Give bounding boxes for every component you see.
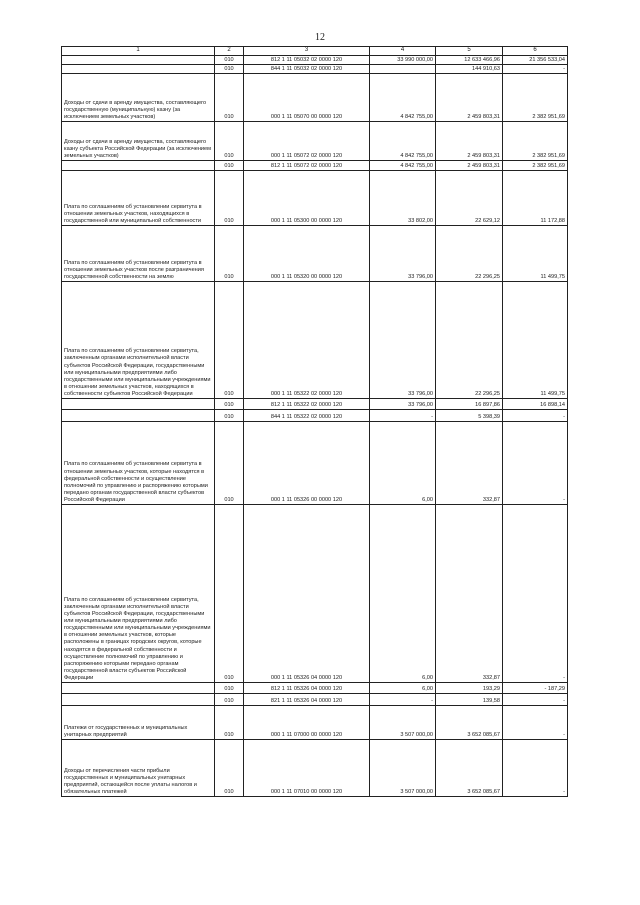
table-header-row (62, 47, 568, 56)
row-budget-code-cell: 844 1 11 05322 02 0000 120 (244, 410, 370, 422)
row-executed-cell: 16 897,86 (436, 399, 503, 410)
table-row (62, 65, 568, 74)
row-approved-cell: 4 842 755,00 (370, 122, 436, 161)
row-approved-cell: 3 507 000,00 (370, 740, 436, 797)
row-line-code-cell: 010 (215, 74, 244, 122)
table-row (62, 226, 568, 282)
row-approved-cell: - (370, 410, 436, 422)
row-approved-cell: 6,00 (370, 505, 436, 683)
column-header: 6 (503, 47, 568, 56)
row-name-cell: Плата по соглашениям об установлении сервитута в отношении земельных участков, которые находятся в федеральной собственности и осуществление полномочий по управлению и распоряжению которыми передано органам государственной власти субъектов Российской Федерации (62, 422, 215, 505)
row-executed-cell: 193,29 (436, 683, 503, 694)
row-approved-cell: 33 802,00 (370, 171, 436, 226)
row-line-code-cell: 010 (215, 226, 244, 282)
row-line-code-cell: 010 (215, 56, 244, 65)
table-row (62, 505, 568, 683)
row-line-code-cell: 010 (215, 122, 244, 161)
row-executed-cell: 2 459 803,31 (436, 161, 503, 171)
row-budget-code-cell: 812 1 11 05326 04 0000 120 (244, 683, 370, 694)
row-not-executed-cell: - (503, 65, 568, 74)
table-row (62, 694, 568, 706)
row-executed-cell: 3 652 085,67 (436, 706, 503, 740)
row-name-cell (62, 694, 215, 706)
row-executed-cell: 3 652 085,67 (436, 740, 503, 797)
row-executed-cell: 22 296,25 (436, 282, 503, 399)
row-not-executed-cell: 2 382 951,69 (503, 122, 568, 161)
row-budget-code-cell: 000 1 11 05326 04 0000 120 (244, 505, 370, 683)
row-name-cell (62, 161, 215, 171)
table-row (62, 683, 568, 694)
row-name-cell (62, 683, 215, 694)
column-header: 4 (370, 47, 436, 56)
table-row (62, 706, 568, 740)
row-line-code-cell: 010 (215, 410, 244, 422)
row-not-executed-cell: 11 172,88 (503, 171, 568, 226)
table-row (62, 399, 568, 410)
row-line-code-cell: 010 (215, 505, 244, 683)
table-row (62, 422, 568, 505)
row-name-cell: Платежи от государственных и муниципальных унитарных предприятий (62, 706, 215, 740)
row-line-code-cell: 010 (215, 422, 244, 505)
row-not-executed-cell: - (503, 706, 568, 740)
row-name-cell (62, 56, 215, 65)
row-name-cell (62, 410, 215, 422)
row-executed-cell: 12 633 466,96 (436, 56, 503, 65)
column-header: 1 (62, 47, 215, 56)
row-budget-code-cell: 000 1 11 07010 00 0000 120 (244, 740, 370, 797)
row-budget-code-cell: 812 1 11 05032 02 0000 120 (244, 56, 370, 65)
row-budget-code-cell: 000 1 11 07000 00 0000 120 (244, 706, 370, 740)
row-line-code-cell: 010 (215, 740, 244, 797)
row-not-executed-cell: 2 382 951,69 (503, 161, 568, 171)
row-budget-code-cell: 844 1 11 05032 02 0000 120 (244, 65, 370, 74)
page-number: 12 (315, 32, 325, 43)
table-row (62, 282, 568, 399)
row-budget-code-cell: 000 1 11 05070 00 0000 120 (244, 74, 370, 122)
row-approved-cell: 6,00 (370, 683, 436, 694)
row-not-executed-cell: 21 356 533,04 (503, 56, 568, 65)
row-executed-cell: 22 296,25 (436, 226, 503, 282)
row-approved-cell: 4 842 755,00 (370, 74, 436, 122)
row-executed-cell: 22 629,12 (436, 171, 503, 226)
row-executed-cell: 332,87 (436, 505, 503, 683)
row-budget-code-cell: 812 1 11 05322 02 0000 120 (244, 399, 370, 410)
row-not-executed-cell: - (503, 505, 568, 683)
row-name-cell (62, 399, 215, 410)
row-budget-code-cell: 812 1 11 05072 02 0000 120 (244, 161, 370, 171)
row-name-cell: Плата по соглашениям об установлении сервитута в отношении земельных участков, находящихся в государственной или муниципальной собственности (62, 171, 215, 226)
row-not-executed-cell: - (503, 740, 568, 797)
row-budget-code-cell: 000 1 11 05320 00 0000 120 (244, 226, 370, 282)
row-not-executed-cell: - (503, 422, 568, 505)
row-approved-cell: 33 796,00 (370, 399, 436, 410)
row-line-code-cell: 010 (215, 282, 244, 399)
row-approved-cell: 3 507 000,00 (370, 706, 436, 740)
row-executed-cell: 5 398,39 (436, 410, 503, 422)
row-name-cell: Доходы от сдачи в аренду имущества, составляющего государственную (муниципальную) казну (за исключением земельных участков) (62, 74, 215, 122)
row-approved-cell: 4 842 755,00 (370, 161, 436, 171)
row-approved-cell (370, 65, 436, 74)
row-executed-cell: 2 459 803,31 (436, 74, 503, 122)
column-header: 3 (244, 47, 370, 56)
row-executed-cell: 144 910,63 (436, 65, 503, 74)
row-line-code-cell: 010 (215, 65, 244, 74)
column-header: 2 (215, 47, 244, 56)
row-approved-cell: 33 990 000,00 (370, 56, 436, 65)
row-line-code-cell: 010 (215, 161, 244, 171)
row-budget-code-cell: 000 1 11 05300 00 0000 120 (244, 171, 370, 226)
row-line-code-cell: 010 (215, 171, 244, 226)
row-budget-code-cell: 000 1 11 05072 02 0000 120 (244, 122, 370, 161)
row-not-executed-cell: - (503, 410, 568, 422)
row-name-cell: Доходы от сдачи в аренду имущества, составляющего казну субъекта Российской Федерации (за исключением земельных участков) (62, 122, 215, 161)
row-not-executed-cell: 11 499,75 (503, 282, 568, 399)
row-not-executed-cell: - (503, 694, 568, 706)
row-executed-cell: 332,87 (436, 422, 503, 505)
table-row (62, 122, 568, 161)
table-row (62, 410, 568, 422)
table-row (62, 56, 568, 65)
row-name-cell: Плата по соглашениям об установлении сервитута в отношении земельных участков после разграничения государственной собственности на землю (62, 226, 215, 282)
row-not-executed-cell: 11 499,75 (503, 226, 568, 282)
table-row (62, 171, 568, 226)
row-name-cell: Плата по соглашениям об установлении сервитута, заключенным органами исполнительной власти субъектов Российской Федерации, государственными или муниципальными предприятиями либо государственными или муниципальными учреждениями в отношении земельных участков, которые расположены в границах городских округов, которые находятся в федеральной собственности и осуществление полномочий по управлению и распоряжению которыми передано органам государственной власти субъектов Российской Федерации (62, 505, 215, 683)
income-report-table (61, 46, 568, 797)
row-approved-cell: 33 796,00 (370, 226, 436, 282)
row-executed-cell: 2 459 803,31 (436, 122, 503, 161)
row-executed-cell: 139,58 (436, 694, 503, 706)
row-approved-cell: 33 796,00 (370, 282, 436, 399)
row-name-cell (62, 65, 215, 74)
row-line-code-cell: 010 (215, 694, 244, 706)
row-budget-code-cell: 000 1 11 05322 02 0000 120 (244, 282, 370, 399)
row-line-code-cell: 010 (215, 706, 244, 740)
row-budget-code-cell: 000 1 11 05326 00 0000 120 (244, 422, 370, 505)
row-not-executed-cell: 2 382 951,69 (503, 74, 568, 122)
row-line-code-cell: 010 (215, 399, 244, 410)
row-name-cell: Плата по соглашениям об установлении сервитута, заключенным органами исполнительной власти субъектов Российской Федерации, государственными или муниципальными предприятиями либо государственными или муниципальными учреждениями в отношении земельных участков, находящихся в собственности субъектов Российской Федерации (62, 282, 215, 399)
table-row (62, 161, 568, 171)
row-approved-cell: - (370, 694, 436, 706)
row-name-cell: Доходы от перечисления части прибыли государственных и муниципальных унитарных предприятий, остающейся после уплаты налогов и обязательных платежей (62, 740, 215, 797)
column-header: 5 (436, 47, 503, 56)
row-budget-code-cell: 821 1 11 05326 04 0000 120 (244, 694, 370, 706)
row-not-executed-cell: - 187,29 (503, 683, 568, 694)
row-line-code-cell: 010 (215, 683, 244, 694)
row-not-executed-cell: 16 898,14 (503, 399, 568, 410)
table-row (62, 74, 568, 122)
table-row (62, 740, 568, 797)
row-approved-cell: 6,00 (370, 422, 436, 505)
